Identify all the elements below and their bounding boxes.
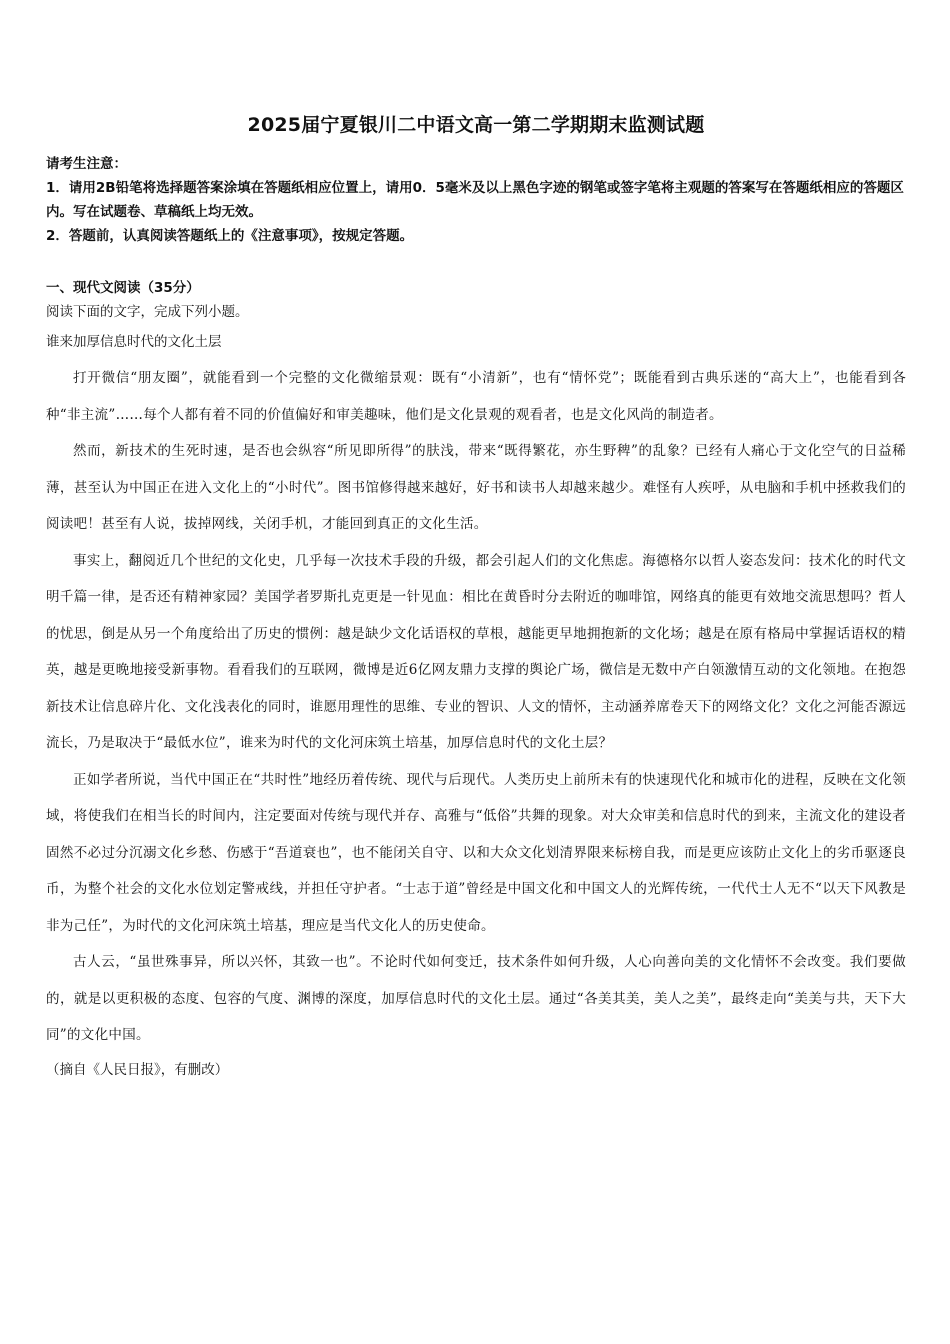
article-paragraph-4: 正如学者所说，当代中国正在“共时性”地经历着传统、现代与后现代。人类历史上前所未有的快速现代化和城市化的进程，反映在文化领域，将使我们在相当长的时间内，注定要面对传统与现代并存、高雅与“低俗”共舞的现象。对大众审美和信息时代的到来，主流文化的建设者固然不必过分沉溺文化乡愁、伤感于“吾道衰也”，也不能闭关自守、以和大众文化划清界限来标榜自我，而是更应该防止文化上的劣币驱逐良币，为整个社会的文化水位划定警戒线，并担任守护者。“士志于道”曾经是中国文化和中国文人的光辉传统，一代代士人无不“以天下风教是非为己任”，为时代的文化河床筑土培基，理应是当代文化人的历史使命。	[46, 771, 906, 934]
document-title: 2025届宁夏银川二中语文高一第二学期期末监测试题	[247, 114, 705, 136]
article-source: （摘自《人民日报》，有删改）	[46, 1061, 229, 1078]
candidate-notice	[46, 152, 906, 248]
article-title: 谁来加厚信息时代的文化土层	[46, 334, 222, 350]
article-paragraph-2: 然而，新技术的生死时速，是否也会纵容“所见即所得”的肤浅，带来“既得繁花，亦生野稗”的乱象？已经有人痛心于文化空气的日益稀薄，甚至认为中国正在进入文化上的“小时代”。图书馆修得越来越好，好书和读书人却越来越少。难怪有人疾呼，从电脑和手机中拯救我们的阅读吧！甚至有人说，拔掉网线，关闭手机，才能回到真正的文化生活。	[46, 443, 906, 532]
article-paragraph-3: 事实上，翻阅近几个世纪的文化史，几乎每一次技术手段的升级，都会引起人们的文化焦虑。海德格尔以哲人姿态发问：技术化的时代文明千篇一律，是否还有精神家园？美国学者罗斯扎克更是一针见血：相比在黄昏时分去附近的咖啡馆，网络真的能更有效地交流思想吗？哲人的忧思，倒是从另一个角度给出了历史的惯例：越是缺少文化话语权的草根，越能更早地拥抱新的文化场；越是在原有格局中掌握话语权的精英，越是更晚地接受新事物。看看我们的互联网，微博是近6亿网友鼎力支撑的舆论广场，微信是无数中产白领激情互动的文化领地。在抱怨新技术让信息碎片化、文化浅表化的同时，谁愿用理性的思维、专业的智识、人文的情怀，主动涵养席卷天下的网络文化？文化之河能否源远流长，乃是取决于“最低水位”，谁来为时代的文化河床筑土培基，加厚信息时代的文化土层？	[46, 552, 906, 751]
section-heading-reading: 一、现代文阅读（35分）	[46, 280, 200, 296]
notice-item-2: 2．答题前，认真阅读答题纸上的《注意事项》，按规定答题。	[46, 228, 414, 244]
article-paragraph-1: 打开微信“朋友圈”，就能看到一个完整的文化微缩景观：既有“小清新”，也有“情怀党”；既能看到古典乐迷的“高大上”，也能看到各种“非主流”……每个人都有着不同的价值偏好和审美趣味，他们是文化景观的观看者，也是文化风尚的制造者。	[46, 370, 906, 423]
notice-heading: 请考生注意：	[46, 156, 127, 172]
exam-page	[46, 110, 906, 1082]
reading-instruction: 阅读下面的文字，完成下列小题。	[46, 304, 249, 320]
article-paragraph-5: 古人云，“虽世殊事异，所以兴怀，其致一也”。不论时代如何变迁，技术条件如何升级，人心向善向美的文化情怀不会改变。我们要做的，就是以更积极的态度、包容的气度、渊博的深度，加厚信息时代的文化土层。通过“各美其美，美人之美”，最终走向“美美与共，天下大同”的文化中国。	[46, 954, 906, 1043]
notice-item-1: 1．请用2B铅笔将选择题答案涂填在答题纸相应位置上，请用0．5毫米及以上黑色字迹的钢笔或签字笔将主观题的答案写在答题纸相应的答题区内。写在试题卷、草稿纸上均无效。	[46, 180, 904, 220]
article-body	[46, 360, 906, 1054]
